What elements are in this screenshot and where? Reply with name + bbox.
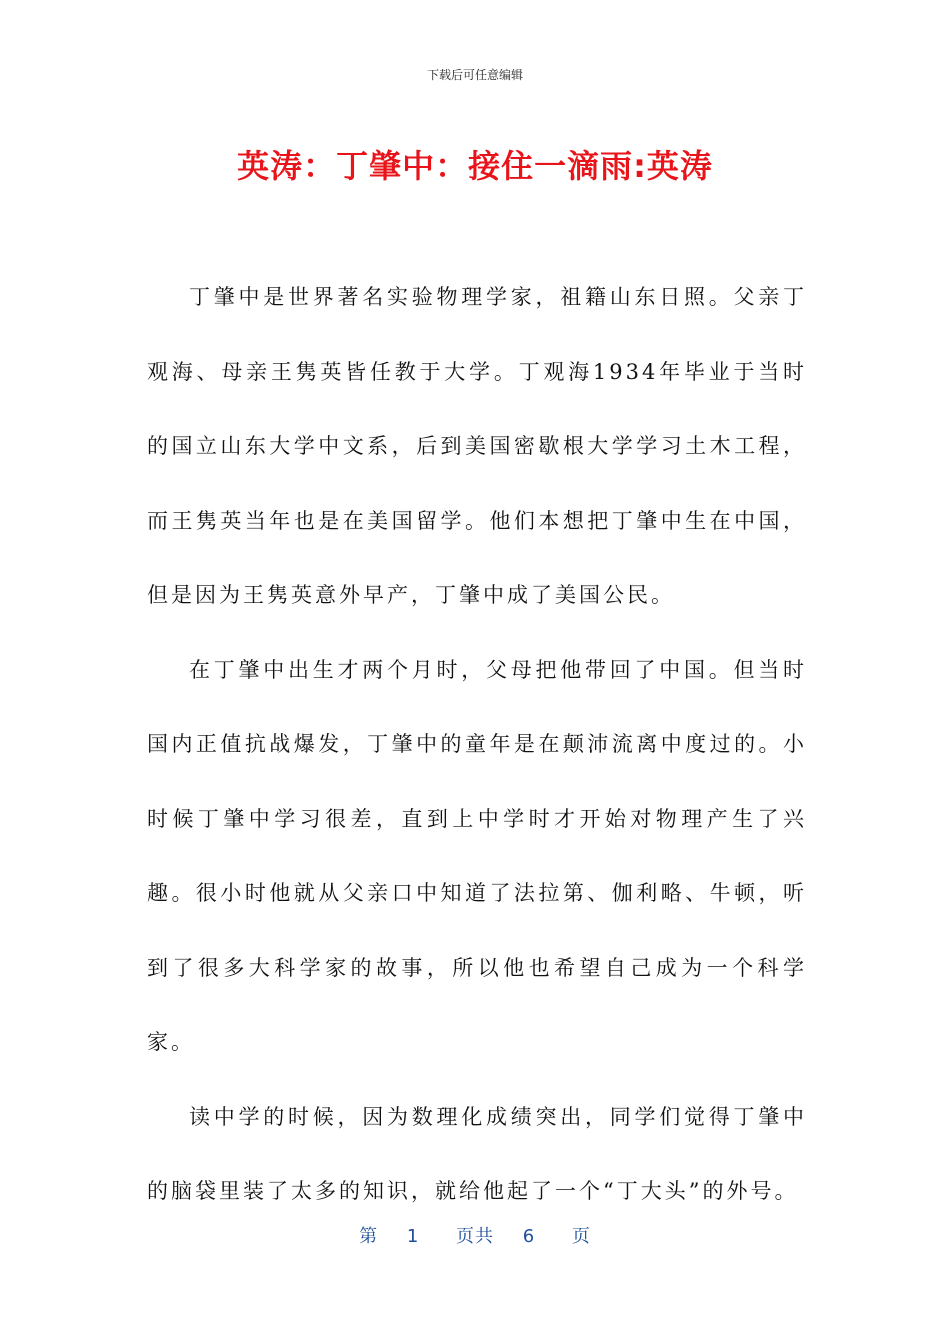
document-body: [147, 260, 807, 1229]
document-title: 英涛：丁肇中：接住一滴雨:英涛: [237, 147, 713, 185]
footer-current-page: 1: [406, 1226, 420, 1247]
paragraph-2: 在丁肇中出生才两个月时，父母把他带回了中国。但当时国内正值抗战爆发，丁肇中的童年是在颠沛流离中度过的。小时候丁肇中学习很差，直到上中学时才开始对物理产生了兴趣。很小时他就从父亲口中知道了法拉第、伽利略、牛顿，听到了很多大科学家的故事，所以他也希望自己成为一个科学家。: [147, 657, 807, 1054]
page-header-note: 下载后可任意编辑: [426, 68, 523, 82]
footer-suffix: 页: [571, 1226, 591, 1247]
paragraph-3: 读中学的时候，因为数理化成绩突出，同学们觉得丁肇中的脑袋里装了太多的知识，就给他起了一个“丁大头”的外号。: [147, 1104, 807, 1203]
footer-middle: 页共: [456, 1226, 494, 1247]
footer-prefix: 第: [359, 1226, 379, 1247]
page-footer: [0, 1222, 950, 1248]
footer-total-pages: 6: [522, 1226, 536, 1247]
paragraph-1: 丁肇中是世界著名实验物理学家，祖籍山东日照。父亲丁观海、母亲王隽英皆任教于大学。丁观海1934年毕业于当时的国立山东大学中文系，后到美国密歇根大学学习土木工程，而王隽英当年也是在美国留学。他们本想把丁肇中生在中国，但是因为王隽英意外早产，丁肇中成了美国公民。: [147, 285, 807, 607]
